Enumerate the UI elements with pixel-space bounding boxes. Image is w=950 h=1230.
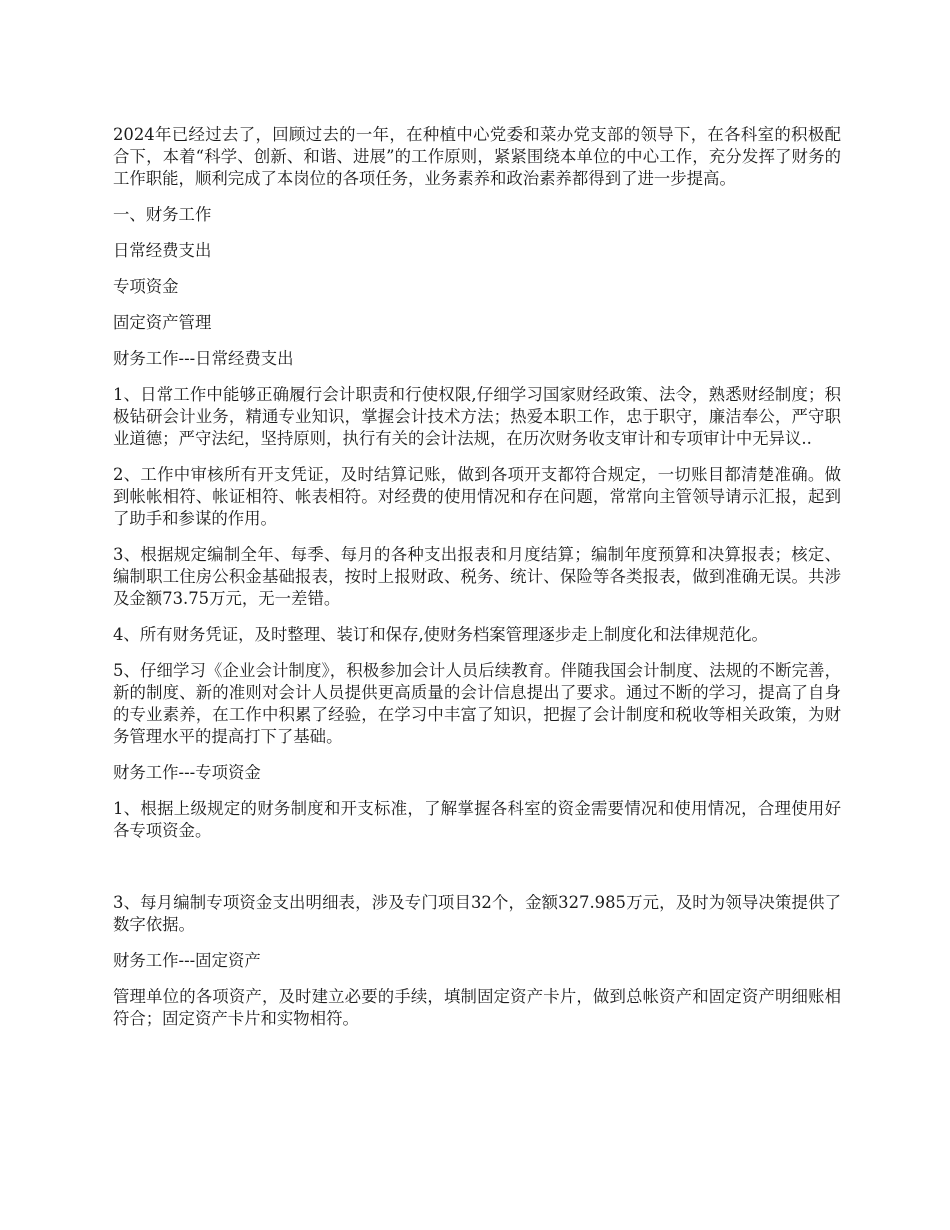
outline-item-daily-expenses: 日常经费支出 — [113, 241, 212, 260]
section-heading-finance-work: 一、财务工作 — [113, 205, 212, 224]
subsection-heading-fixed-assets: 财务工作---固定资产 — [113, 951, 261, 970]
special-funds-item-1: 1、根据上级规定的财务制度和开支标准，了解掌握各科室的资金需要情况和使用情况，合理使用好各专项资金。 — [113, 799, 841, 840]
subsection-heading-special-funds: 财务工作---专项资金 — [113, 763, 261, 782]
special-funds-item-3: 3、每月编制专项资金支出明细表，涉及专门项目32个，金额327.985万元，及时为领导决策提供了数字依据。 — [113, 893, 841, 934]
subsection-heading-daily-expenses: 财务工作---日常经费支出 — [113, 349, 294, 368]
daily-expenses-item-3: 3、根据规定编制全年、每季、每月的各种支出报表和月度结算；编制年度预算和决算报表；核定、编制职工住房公积金基础报表，按时上报财政、税务、统计、保险等各类报表，做到准确无误。共涉及金额73.75万元，无一差错。 — [113, 545, 841, 608]
fixed-assets-paragraph: 管理单位的各项资产，及时建立必要的手续，填制固定资产卡片，做到总帐资产和固定资产明细账相符合；固定资产卡片和实物相符。 — [113, 987, 841, 1028]
outline-item-fixed-assets: 固定资产管理 — [113, 313, 212, 332]
intro-paragraph: 2024年已经过去了，回顾过去的一年，在种植中心党委和菜办党支部的领导下，在各科室的积极配合下，本着“科学、创新、和谐、进展”的工作原则，紧紧围绕本单位的中心工作，充分发挥了财务的工作职能，顺利完成了本岗位的各项任务，业务素养和政治素养都得到了进一步提高。 — [113, 125, 841, 188]
daily-expenses-item-4: 4、所有财务凭证，及时整理、装订和保存,使财务档案管理逐步走上制度化和法律规范化。 — [113, 625, 768, 644]
daily-expenses-item-1: 1、日常工作中能够正确履行会计职责和行使权限,仔细学习国家财经政策、法令，熟悉财经制度；积极钻研会计业务，精通专业知识，掌握会计技术方法；热爱本职工作，忠于职守，廉洁奉公，严守职业道德；严守法纪，坚持原则，执行有关的会计法规，在历次财务收支审计和专项审计中无异议.. — [113, 385, 841, 448]
document-body — [113, 124, 841, 1044]
outline-item-special-funds: 专项资金 — [113, 277, 179, 296]
daily-expenses-item-5: 5、仔细学习《企业会计制度》，积极参加会计人员后续教育。伴随我国会计制度、法规的不断完善，新的制度、新的准则对会计人员提供更高质量的会计信息提出了要求。通过不断的学习，提高了自身的专业素养，在工作中积累了经验，在学习中丰富了知识，把握了会计制度和税收等相关政策，为财务管理水平的提高打下了基础。 — [113, 661, 841, 746]
daily-expenses-item-2: 2、工作中审核所有开支凭证，及时结算记账，做到各项开支都符合规定，一切账目都清楚准确。做到帐帐相符、帐证相符、帐表相符。对经费的使用情况和存在问题，常常向主管领导请示汇报，起到了助手和参谋的作用。 — [113, 465, 841, 528]
